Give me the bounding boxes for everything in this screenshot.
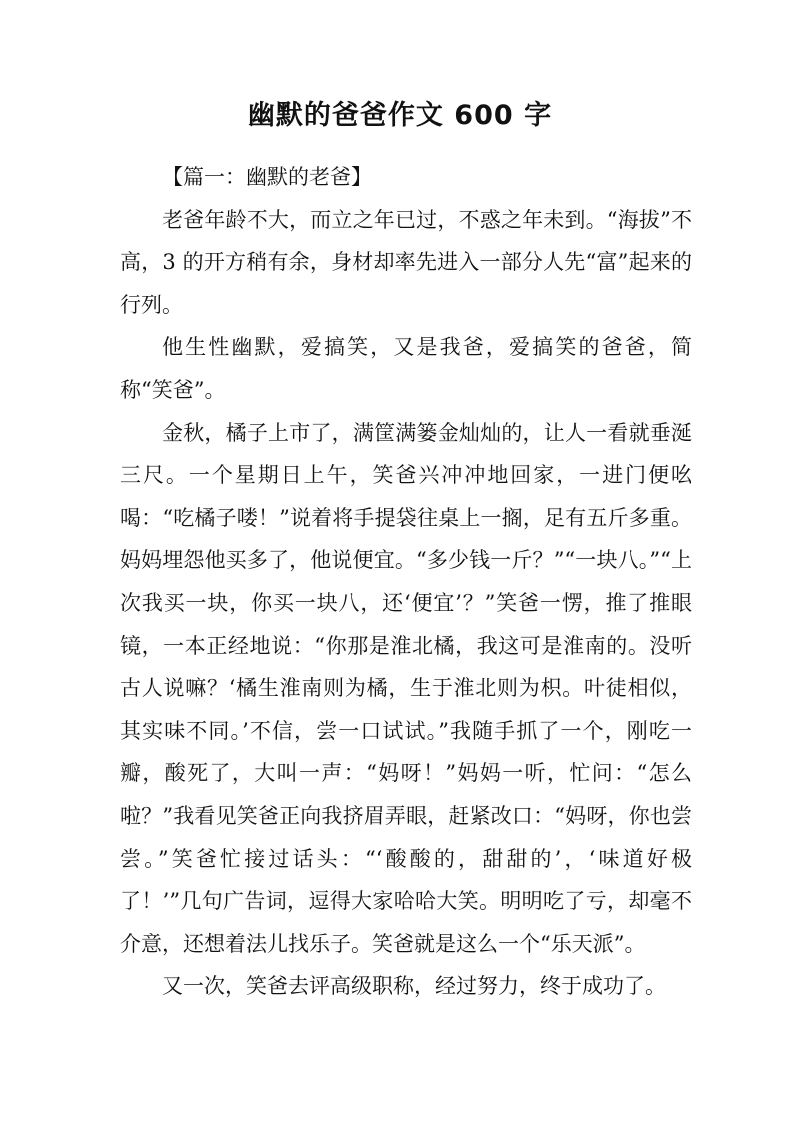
paragraph-1: 老爸年龄不大，而立之年已过，不惑之年未到。“海拔”不高，3 的开方稍有余，身材却率先进入一部分人先“富”起来的行列。 xyxy=(120,207,692,317)
paragraph-3: 金秋，橘子上市了，满筐满篓金灿灿的，让人一看就垂涎三尺。一个星期日上午，笑爸兴冲冲地回家，一进门便吆喝：“吃橘子喽！”说着将手提袋往桌上一搁，足有五斤多重。妈妈埋怨他买多了，他说便宜。“多少钱一斤？”“一块八。”“上次我买一块，你买一块八，还‘便宜’？”笑爸一愣，推了推眼镜，一本正经地说：“你那是淮北橘，我这可是淮南的。没听古人说嘛？‘橘生淮南则为橘，生于淮北则为枳。叶徒相似，其实味不同。’不信，尝一口试试。”我随手抓了一个，刚吃一瓣，酸死了，大叫一声：“妈呀！”妈妈一听，忙问：“怎么啦？”我看见笑爸正向我挤眉弄眼，赶紧改口：“妈呀，你也尝尝。”笑爸忙接过话头：“‘酸酸的，甜甜的’，‘味道好极了！’”几句广告词，逗得大家哈哈大笑。明明吃了亏，却毫不介意，还想着法儿找乐子。笑爸就是这么一个“乐天派”。 xyxy=(120,420,692,956)
document-body xyxy=(120,156,692,1008)
section-heading: 【篇一：幽默的老爸】 xyxy=(162,165,372,189)
document-title: 幽默的爸爸作文 600 字 xyxy=(247,100,553,131)
paragraph-4: 又一次，笑爸去评高级职称，经过努力，终于成功了。 xyxy=(162,974,666,999)
paragraph-2: 他生性幽默，爱搞笑，又是我爸，爱搞笑的爸爸，简称“笑爸”。 xyxy=(120,335,692,402)
